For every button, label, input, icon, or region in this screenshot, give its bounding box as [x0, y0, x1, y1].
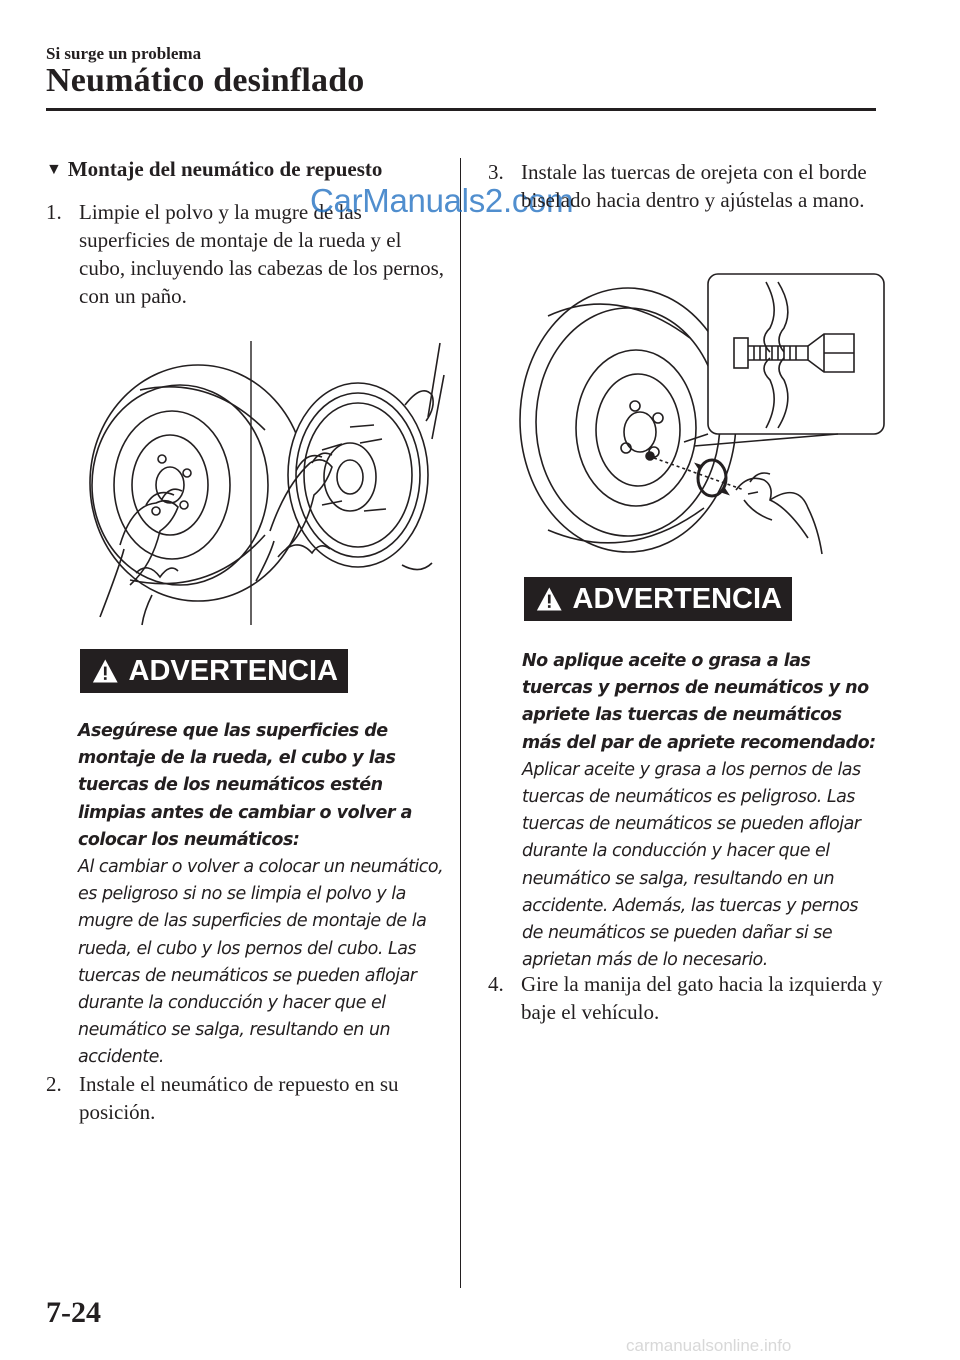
watermark: CarManuals2.com: [310, 182, 574, 219]
step-1-text: Limpie el polvo y la mugre de las superficies de montaje de la rueda y el cubo, incluyendo las cabezas de los pernos, con un paño.: [79, 200, 445, 308]
warning-text-1: [78, 718, 450, 1072]
warning-triangle-icon: [92, 657, 119, 685]
step-2-number: 2.: [46, 1072, 62, 1096]
step-4: [488, 970, 888, 1026]
warning-1-bold: Asegúrese que las superficies de montaje de la rueda, el cubo y las tuercas de los neumáticos estén limpias antes de cambiar o volver a colocar los neumáticos:: [78, 721, 412, 850]
step-4-text: Gire la manija del gato hacia la izquierda y baje el vehículo.: [521, 972, 883, 1024]
page-title: Neumático desinflado: [46, 62, 365, 99]
subsection-title: Montaje del neumático de repuesto: [67, 157, 383, 181]
warning-label-2: ADVERTENCIA: [572, 582, 782, 615]
warning-1-body: Al cambiar o volver a colocar un neumático, es peligroso si no se limpia el polvo y la mugre de las superficies de montaje de la rueda, el cubo y los pernos del cubo. Las tuercas de neumáticos se pueden aflojar durante la conducción y hacer que el neumático se salga, resultando en un accidente.: [78, 857, 444, 1068]
step-4-number: 4.: [488, 972, 504, 996]
triangle-marker-icon: ▼: [46, 161, 62, 178]
warning-label-1: ADVERTENCIA: [128, 654, 338, 687]
warning-triangle-icon: [536, 585, 563, 613]
warning-badge-1: [80, 649, 348, 693]
step-2: [46, 1070, 446, 1126]
step-1-number: 1.: [46, 200, 62, 224]
column-divider: [460, 158, 461, 1288]
cleaning-wheel-illustration: [60, 335, 450, 627]
title-rule: [46, 108, 876, 111]
lug-nut-illustration: [508, 268, 888, 558]
warning-text-2: [522, 648, 882, 974]
section-label: Si surge un problema: [46, 44, 202, 63]
warning-2-bold: No aplique aceite o grasa a las tuercas y pernos de neumáticos y no apriete las tuercas de neumáticos más del par de apriete recomendado:: [522, 651, 876, 753]
warning-2-body: Aplicar aceite y grasa a los pernos de las tuercas de neumáticos es peligroso. Las tuercas de neumáticos se pueden aflojar durante la conducción y hacer que el neumático se salga, resultando en un accidente. Además, las tuercas y pernos de neumáticos se pueden dañar si se aprietan más de lo necesario.: [522, 759, 861, 971]
footer-watermark: carmanualsonline.info: [626, 1336, 792, 1355]
page-number: 7-24: [46, 1296, 101, 1329]
subsection-heading: [46, 157, 382, 182]
warning-badge-2: [524, 577, 792, 621]
step-2-text: Instale el neumático de repuesto en su posición.: [79, 1072, 399, 1124]
step-3: [488, 158, 888, 214]
step-3-text: Instale las tuercas de orejeta con el borde biselado hacia dentro y ajústelas a mano.: [521, 160, 867, 212]
step-3-number: 3.: [488, 160, 504, 184]
